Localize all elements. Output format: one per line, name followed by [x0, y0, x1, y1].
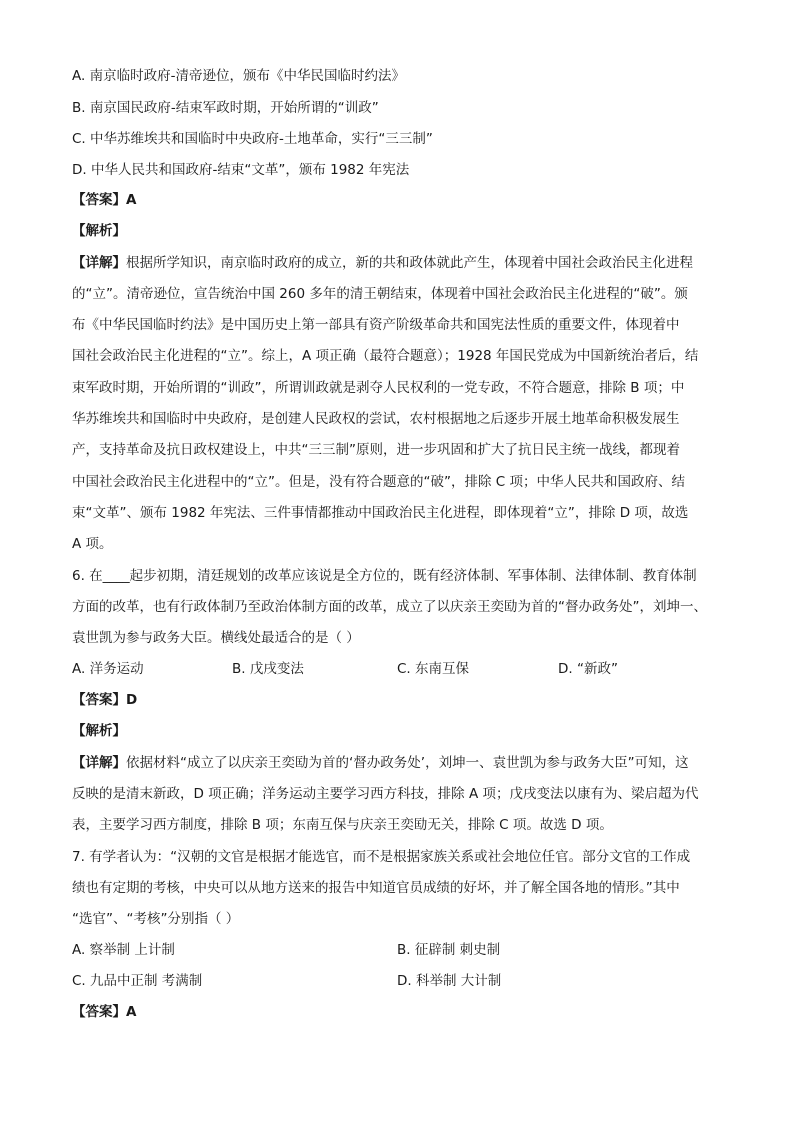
q5-detail-line	[72, 253, 724, 273]
q6-detail-label: 【详解】	[72, 755, 126, 771]
q5-detail-line: 布《中华民国临时约法》是中国历史上第一部具有资产阶级革命共和国宪法性质的重要文件，体现着中	[72, 317, 680, 333]
q6-detail-line	[72, 753, 724, 773]
q5-option-b: B. 南京国民政府-结束军政时期，开始所谓的“训政”	[72, 100, 379, 116]
q5-answer: 【答案】A	[72, 192, 137, 208]
q6-analysis-label: 【解析】	[72, 723, 126, 739]
q7-answer: 【答案】A	[72, 1004, 137, 1020]
q7-stem-line: 7. 有学者认为：“汉朝的文官是根据才能选官，而不是根据家族关系或社会地位任官。部分文官的工作成	[72, 849, 691, 865]
q7-option-b: B. 征辟制 刺史制	[397, 942, 501, 958]
q6-detail-line: 表，主要学习西方制度，排除 B 项；东南互保与庆亲王奕劻无关，排除 C 项。故选 D 项。	[72, 817, 613, 833]
q7-stem-line: 绩也有定期的考核，中央可以从地方送来的报告中知道官员成绩的好坏，并了解全国各地的情形。”其中	[72, 880, 680, 896]
q5-option-c: C. 中华苏维埃共和国临时中央政府-土地革命，实行“三三制”	[72, 131, 433, 147]
q5-detail-line: 产，支持革命及抗日政权建设上，中共“三三制”原则，进一步巩固和扩大了抗日民主统一战线，都现着	[72, 442, 680, 458]
q6-stem-line: 方面的改革，也有行政体制乃至政治体制方面的改革，成立了以庆亲王奕劻为首的“督办政务处”，刘坤一、	[72, 599, 707, 615]
q6-stem-line: 6. 在____起步初期，清廷规划的改革应该说是全方位的，既有经济体制、军事体制、法律体制、教育体制	[72, 568, 697, 584]
q5-detail-label: 【详解】	[72, 255, 126, 271]
q5-detail-line: 的“立”。清帝逊位，宣告统治中国 260 多年的清王朝结束，体现着中国社会政治民主化进程的“破”。颁	[72, 286, 688, 302]
q6-option-d: D. “新政”	[558, 661, 618, 677]
q5-detail-line: A 项。	[72, 536, 113, 552]
q5-option-d: D. 中华人民共和国政府-结束“文革”，颁布 1982 年宪法	[72, 162, 410, 178]
q6-option-c: C. 东南互保	[397, 661, 470, 677]
q6-detail-line: 反映的是清末新政，D 项正确；洋务运动主要学习西方科技，排除 A 项；戊戌变法以康有为、梁启超为代	[72, 786, 699, 802]
q7-option-d: D. 科举制 大计制	[397, 973, 502, 989]
q7-option-c: C. 九品中正制 考满制	[72, 973, 203, 989]
q6-detail-text: 依据材料“成立了以庆亲王奕劻为首的‘督办政务处’，刘坤一、袁世凯为参与政务大臣”可知，这	[126, 755, 689, 771]
q5-detail-line: 华苏维埃共和国临时中央政府，是创建人民政权的尝试，农村根据地之后逐步开展土地革命积极发展生	[72, 411, 680, 427]
q6-option-a: A. 洋务运动	[72, 661, 144, 677]
q5-detail-line: 束军政时期，开始所谓的“训政”，所谓训政就是剥夺人民权利的一党专政，不符合题意，排除 B 项；中	[72, 380, 685, 396]
q5-detail-line: 中国社会政治民主化进程中的“立”。但是，没有符合题意的“破”，排除 C 项；中华人民共和国政府、结	[72, 474, 685, 490]
q6-option-b: B. 戊戌变法	[232, 661, 304, 677]
q6-stem-line: 袁世凯为参与政务大臣。横线处最适合的是（ ）	[72, 630, 360, 646]
q5-detail-line: 束“文革”、颁布 1982 年宪法、三件事情都推动中国政治民主化进程，即体现着“立”，排除 D 项，故选	[72, 505, 689, 521]
q5-analysis-label: 【解析】	[72, 223, 126, 239]
q5-option-a: A. 南京临时政府-清帝逊位，颁布《中华民国临时约法》	[72, 68, 405, 84]
q5-detail-text: 根据所学知识，南京临时政府的成立，新的共和政体就此产生，体现着中国社会政治民主化进程	[126, 255, 693, 271]
q6-answer: 【答案】D	[72, 692, 138, 708]
q5-detail-line: 国社会政治民主化进程的“立”。综上，A 项正确（最符合题意）；1928 年国民党成为中国新统治者后，结	[72, 348, 699, 364]
q7-option-a: A. 察举制 上计制	[72, 942, 175, 958]
q7-stem-line: “选官”、“考核”分别指（ ）	[72, 911, 240, 927]
